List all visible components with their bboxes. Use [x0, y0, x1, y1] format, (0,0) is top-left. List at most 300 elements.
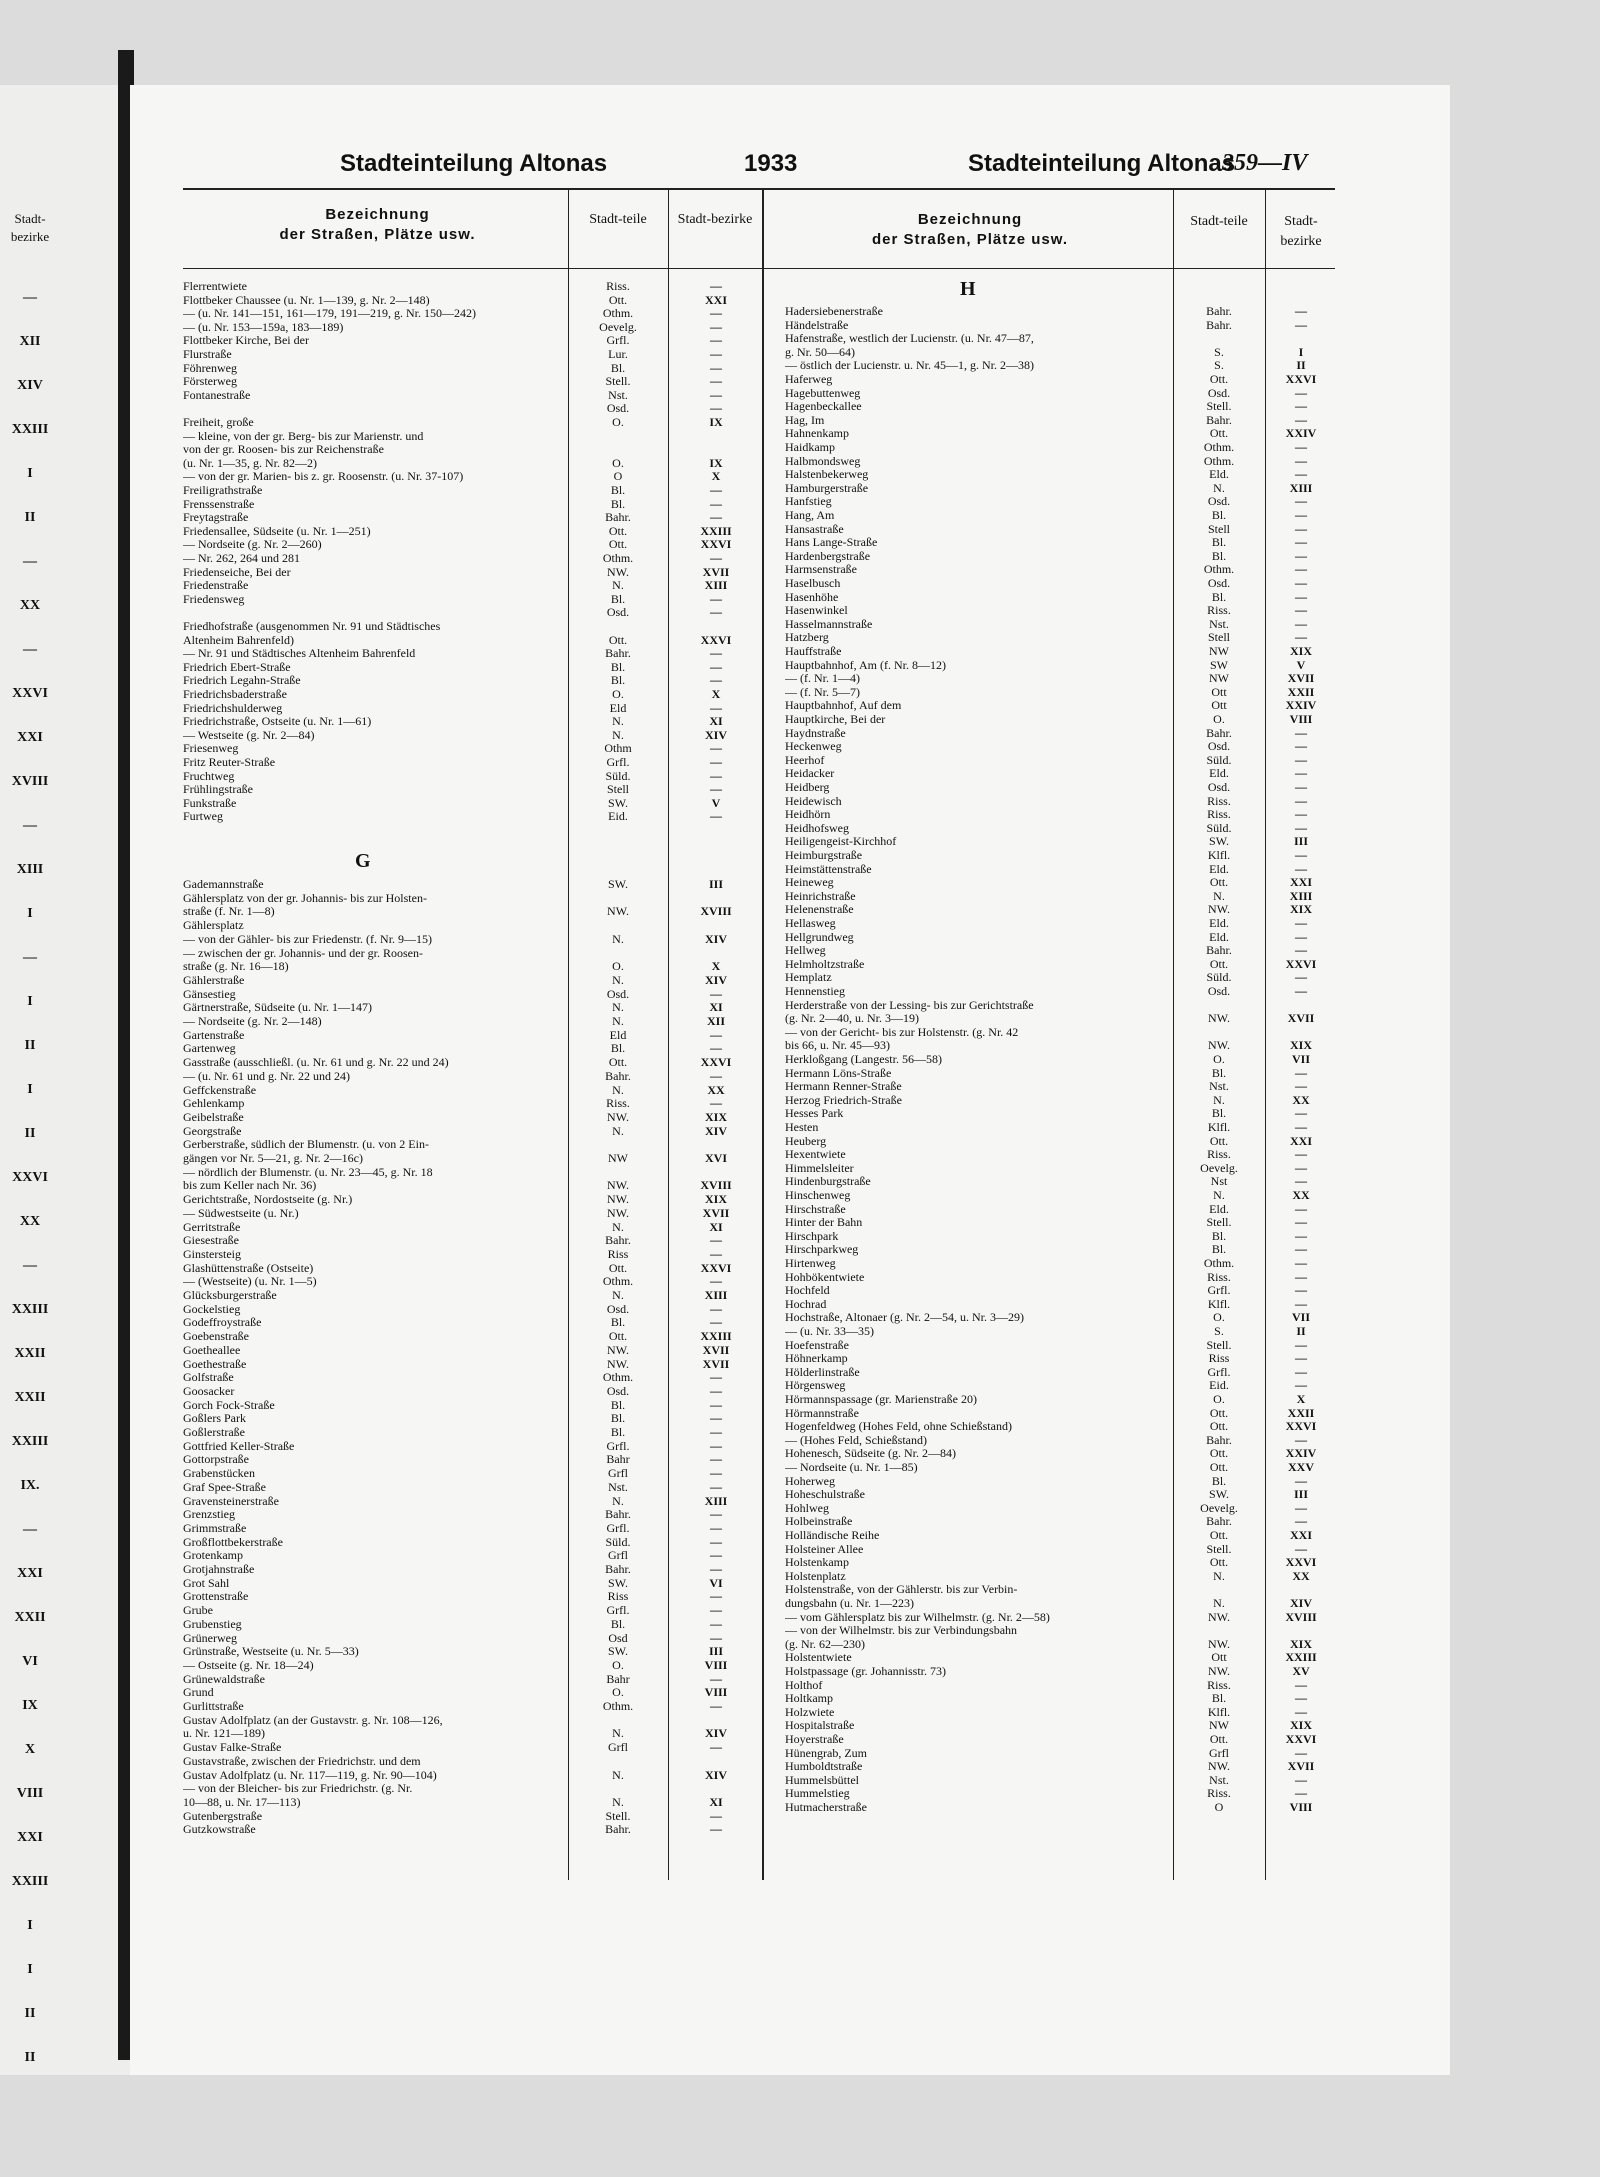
table-row — [183, 552, 763, 565]
table-row — [183, 1604, 763, 1617]
stadtbezirk: — — [710, 1520, 722, 1535]
stadtteil: Bl. — [610, 360, 626, 375]
street-name: Hermann Renner-Straße — [785, 1080, 902, 1094]
street-name: (g. Nr. 2—40, u. Nr. 3—19) — [785, 1012, 919, 1026]
street-name: Gasstraße (ausschließl. (u. Nr. 61 und g. Nr. 22 und 24) — [183, 1056, 449, 1070]
street-name: Holstenplatz — [785, 1569, 846, 1583]
stadtteil: NW. — [607, 904, 629, 919]
table-row — [183, 593, 763, 606]
street-name: Holstentwiete — [785, 1651, 852, 1665]
stadtteil: NW. — [607, 1192, 629, 1207]
stadtbezirk: — — [710, 1740, 722, 1755]
stadtbezirk: VIII — [704, 1685, 728, 1700]
stadtbezirk: — — [1295, 1079, 1307, 1094]
stadtbezirk: XVIII — [1285, 1609, 1317, 1624]
stadtteil: Grfl — [608, 1740, 628, 1755]
table-row — [183, 1070, 763, 1083]
street-name: Gerritstraße — [183, 1220, 241, 1234]
stadtteil: O — [613, 469, 623, 484]
stadtbezirk: — — [710, 510, 722, 525]
table-row — [785, 495, 1335, 508]
table-row — [183, 1412, 763, 1425]
table-row — [183, 947, 763, 960]
stadtteil: Nst. — [608, 387, 628, 402]
street-name: (u. Nr. 1—35, g. Nr. 82—2) — [183, 456, 317, 470]
stadtbezirk: X — [711, 687, 721, 701]
stadtbezirk: — — [710, 1479, 722, 1494]
street-name: Helenenstraße — [785, 903, 854, 917]
stadtbezirk: XIII — [704, 1288, 728, 1302]
street-name: Gehlenkamp — [183, 1097, 245, 1111]
street-name: Herderstraße von der Lessing- bis zur Gerichtstraße — [785, 998, 1034, 1012]
street-name: Hummelsbüttel — [785, 1773, 859, 1787]
stadtteil: Stell — [1207, 630, 1230, 645]
table-row — [785, 1243, 1335, 1256]
stadtbezirk: — — [1295, 521, 1307, 536]
table-row — [183, 1563, 763, 1576]
table-row — [785, 1651, 1335, 1664]
stadtteil: Bl. — [610, 591, 626, 606]
margin-bezirk: I — [27, 1918, 33, 1933]
stadtbezirk: XXIV — [1285, 426, 1317, 441]
table-row — [785, 427, 1335, 440]
stadtbezirk: — — [710, 1466, 722, 1481]
margin-bezirk: I — [27, 906, 33, 921]
street-name: Hellweg — [785, 944, 826, 958]
stadtbezirk: X — [1296, 1392, 1306, 1406]
stadtbezirk: III — [1293, 834, 1308, 849]
stadtbezirk: XIX — [1289, 1636, 1312, 1651]
stadtbezirk: — — [710, 741, 722, 756]
stadtteil: Bl. — [1211, 1691, 1227, 1706]
stadtbezirk: XI — [709, 1219, 723, 1234]
stadtbezirk: V — [1296, 657, 1306, 672]
stadtbezirk: — — [1295, 1256, 1307, 1270]
margin-bezirk: XXI — [17, 730, 43, 745]
table-row — [183, 1193, 763, 1206]
street-name: Giesestraße — [183, 1234, 239, 1248]
street-name: — Ostseite (g. Nr. 18—24) — [183, 1658, 314, 1672]
table-row — [785, 414, 1335, 427]
table-row — [785, 1488, 1335, 1501]
stadtteil: Eld. — [1209, 929, 1229, 944]
street-name: Hauptbahnhof, Auf dem — [785, 699, 902, 713]
table-row — [785, 1026, 1335, 1039]
street-name: — von der Wilhelmstr. bis zur Verbindungsbahn — [785, 1624, 1018, 1638]
table-row — [183, 362, 763, 375]
street-name: Hoheschulstraße — [785, 1488, 865, 1502]
stadtbezirk: — — [1295, 1160, 1307, 1175]
table-row — [785, 387, 1335, 400]
table-row — [785, 808, 1335, 821]
street-name: (g. Nr. 62—230) — [785, 1637, 865, 1651]
street-name: Hirtenweg — [785, 1257, 836, 1270]
table-row — [183, 1385, 763, 1398]
street-name: Heidberg — [785, 781, 830, 794]
stadtbezirk: — — [710, 1246, 722, 1261]
street-name: Großflottbekerstraße — [183, 1535, 283, 1549]
street-name: Grottenstraße — [183, 1590, 249, 1604]
stadtteil: Ott. — [608, 1260, 628, 1275]
table-row — [785, 795, 1335, 808]
stadtbezirk: — — [1295, 317, 1307, 332]
street-name: Hirschstraße — [785, 1202, 846, 1216]
stadtteil: O. — [612, 687, 624, 701]
table-row — [785, 767, 1335, 780]
margin-bezirk: XXIII — [11, 1434, 49, 1449]
stadtbezirk: XXVI — [700, 537, 732, 552]
street-name: Hasenhöhe — [785, 590, 839, 604]
table-row — [785, 822, 1335, 835]
street-name: Hamburgerstraße — [785, 481, 869, 495]
stadtbezirk: XIV — [704, 727, 727, 742]
street-name: — (u. Nr. 61 und g. Nr. 22 und 24) — [183, 1069, 350, 1083]
stadtteil: Riss — [607, 1246, 629, 1261]
table-row — [183, 457, 763, 470]
stadtbezirk: — — [1295, 793, 1307, 808]
street-name: — (Westseite) (u. Nr. 1—5) — [183, 1275, 317, 1289]
stadtteil: Stell. — [1206, 1541, 1232, 1556]
street-name: Gählersplatz von der gr. Johannis- bis zur Holsten- — [183, 891, 427, 905]
street-name: Gottorpstraße — [183, 1453, 249, 1467]
stadtteil: Bl. — [610, 1041, 626, 1056]
table-row — [183, 702, 763, 715]
stadtbezirk: — — [710, 401, 722, 416]
street-name: Försterweg — [183, 375, 237, 389]
stadtteil: Bl. — [1211, 1065, 1227, 1080]
stadtbezirk: — — [710, 1027, 722, 1042]
street-name: Hang, Am — [785, 509, 835, 522]
stadtteil: N. — [612, 1123, 624, 1138]
table-row — [183, 430, 763, 443]
stadtbezirk: XXII — [1287, 684, 1315, 699]
table-row — [785, 944, 1335, 957]
stadtbezirk: — — [1295, 916, 1307, 930]
table-row — [183, 661, 763, 674]
street-name: Gerichtstraße, Nordostseite (g. Nr.) — [183, 1193, 353, 1207]
street-name: Holstenstraße, von der Gählerstr. bis zur Verbin- — [785, 1583, 1018, 1597]
street-name: Hellgrundweg — [785, 930, 854, 944]
table-row — [785, 1189, 1335, 1202]
table-row — [785, 1148, 1335, 1161]
stadtbezirk: XIX — [1289, 644, 1312, 658]
street-name: Furtweg — [183, 810, 223, 824]
table-row — [183, 606, 763, 619]
street-name: — nördlich der Blumenstr. (u. Nr. 23—45, g. Nr. 18 — [183, 1165, 433, 1179]
left-column-rows-g — [183, 878, 763, 1868]
stadtteil: Othm. — [1203, 453, 1235, 468]
table-row — [785, 1787, 1335, 1800]
stadtteil: Bahr. — [605, 1233, 631, 1248]
table-row — [183, 1042, 763, 1055]
stadtteil: SW. — [608, 1575, 628, 1590]
stadtteil: O. — [1213, 712, 1225, 726]
table-row — [183, 1001, 763, 1014]
street-name: straße (f. Nr. 1—8) — [183, 905, 275, 919]
stadtbezirk: — — [1295, 1065, 1307, 1080]
stadtteil: Ott. — [1209, 1732, 1229, 1746]
street-name: Holstpassage (gr. Johannisstr. 73) — [785, 1665, 946, 1678]
table-row — [785, 1719, 1335, 1732]
street-name: — Nordseite (g. Nr. 2—260) — [183, 538, 322, 552]
street-name: Gutzkowstraße — [183, 1823, 256, 1837]
table-row — [785, 550, 1335, 563]
stadtbezirk: XIX — [1289, 1038, 1312, 1053]
stadtbezirk: — — [1295, 1364, 1307, 1379]
stadtteil: Ott. — [1209, 1528, 1229, 1542]
stadtbezirk: IX — [709, 455, 723, 470]
table-row — [785, 931, 1335, 944]
table-row — [785, 863, 1335, 876]
margin-bezirk: II — [24, 510, 36, 525]
table-row — [183, 1303, 763, 1316]
table-row — [785, 509, 1335, 522]
stadtteil: Eld. — [1209, 916, 1229, 930]
stadtbezirk: — — [710, 659, 722, 674]
table-row — [785, 1175, 1335, 1188]
stadtbezirk: — — [1295, 848, 1307, 862]
street-name: Gartenweg — [183, 1042, 236, 1056]
top-rule — [183, 188, 1335, 190]
table-row — [183, 715, 763, 728]
stadtbezirk: XXVI — [700, 632, 732, 647]
table-row — [785, 1624, 1335, 1637]
table-row — [785, 523, 1335, 536]
table-row — [785, 1556, 1335, 1569]
stadtteil: Riss — [1208, 1351, 1230, 1366]
stadtbezirk: — — [1295, 1201, 1307, 1216]
street-name: Hochstraße, Altonaer (g. Nr. 2—54, u. Nr. 3—29) — [785, 1311, 1024, 1325]
stadtteil: NW. — [1208, 1759, 1230, 1774]
street-name: — von der Gericht- bis zur Holstenstr. (g. Nr. 42 — [785, 1025, 1019, 1039]
table-row — [183, 1138, 763, 1151]
street-name: — von der gr. Marien- bis z. gr. Roosenstr. (u. Nr. 37-107) — [183, 470, 464, 484]
stadtteil: Bahr. — [1206, 725, 1232, 740]
street-name: Hohbökentwiete — [785, 1270, 865, 1284]
table-row — [183, 416, 763, 429]
margin-bezirk: I — [27, 1962, 33, 1977]
stadtteil: Bl. — [1211, 1106, 1227, 1121]
street-name: — (u. Nr. 153—159a, 183—189) — [183, 320, 344, 334]
stadtbezirk: XXVI — [1285, 372, 1317, 386]
table-row — [183, 810, 763, 823]
bezirke-heading-right: Stadt-bezirke — [1280, 214, 1322, 249]
street-name: Grabenstücken — [183, 1467, 255, 1481]
stadtteil: SW — [1210, 657, 1228, 672]
stadtteil: Bl. — [1211, 589, 1227, 604]
table-row — [183, 988, 763, 1001]
table-row — [785, 1611, 1335, 1624]
street-name: Gravensteinerstraße — [183, 1494, 279, 1508]
table-row — [183, 443, 763, 456]
stadtteil: Riss. — [606, 279, 630, 293]
street-name: Hoyerstraße — [785, 1733, 844, 1746]
stadtteil: Othm. — [602, 1699, 634, 1713]
street-name: Heidacker — [785, 767, 835, 781]
stadtteil: O. — [612, 415, 624, 429]
stadtteil: Bahr. — [605, 510, 631, 525]
street-name: bis 66, u. Nr. 45—93) — [785, 1039, 890, 1053]
street-name: — von der Bleicher- bis zur Friedrichstr. (g. Nr. — [183, 1782, 413, 1796]
stadtteil: Ott. — [1209, 1133, 1229, 1148]
stadtbezirk: XXIV — [1285, 698, 1317, 713]
street-name: — Nr. 262, 264 und 281 — [183, 552, 300, 565]
street-name: Grimmstraße — [183, 1521, 247, 1535]
stadtteil: NW. — [607, 1342, 629, 1357]
street-name: Hatzberg — [785, 631, 829, 645]
street-name: Hahnenkamp — [785, 427, 849, 441]
street-name: Goßlers Park — [183, 1412, 246, 1426]
table-row — [183, 1700, 763, 1713]
stadtteil: Ott. — [608, 1329, 628, 1344]
table-row — [785, 1094, 1335, 1107]
stadtbezirk: — — [1295, 467, 1307, 482]
table-row — [785, 985, 1335, 998]
stadtteil: Ott. — [608, 1055, 628, 1070]
stadtteil: NW. — [1208, 1011, 1230, 1026]
stadtteil: Ott. — [1209, 875, 1229, 890]
margin-bezirk: II — [24, 2006, 36, 2021]
stadtbezirk: — — [1295, 412, 1307, 427]
stadtbezirk: — — [710, 1548, 722, 1563]
stadtbezirk: — — [1295, 929, 1307, 944]
street-name: Grünstraße, Westseite (u. Nr. 5—33) — [183, 1645, 359, 1659]
street-name: Geibelstraße — [183, 1110, 244, 1124]
stadtteil: Bl. — [610, 1425, 626, 1439]
stadtbezirk: — — [1295, 1269, 1307, 1284]
head-rule — [183, 268, 1335, 269]
street-name: bis zum Keller nach Nr. 36) — [183, 1179, 317, 1193]
street-name: Heimburgstraße — [785, 849, 863, 862]
street-name: Hutmacherstraße — [785, 1801, 867, 1814]
stadtbezirk: — — [710, 1425, 722, 1439]
street-name: Friedhofstraße (ausgenommen Nr. 91 und Städtisches — [183, 620, 441, 633]
stadtteil: Stell. — [1206, 399, 1232, 414]
stadtbezirk: — — [710, 1096, 722, 1111]
street-name: — (u. Nr. 141—151, 161—179, 191—219, g. Nr. 150—242) — [183, 307, 476, 321]
stadtbezirk: — — [710, 1411, 722, 1426]
stadtbezirk: VI — [709, 1575, 723, 1590]
table-row — [183, 525, 763, 538]
stadtbezirk: — — [710, 1822, 722, 1837]
stadtteil: Ott. — [1209, 1555, 1229, 1570]
section-letter-g: G — [355, 850, 371, 872]
stadtbezirk: XX — [1292, 1092, 1310, 1107]
margin-bezirk: — — [23, 950, 37, 965]
table-row — [183, 1618, 763, 1631]
stadtteil: N. — [1213, 1596, 1225, 1610]
street-name: Hohenesch, Südseite (g. Nr. 2—84) — [785, 1447, 956, 1461]
table-row — [785, 659, 1335, 672]
table-row — [183, 1166, 763, 1179]
stadtbezirk: — — [710, 1603, 722, 1618]
stadtbezirk: — — [1295, 725, 1307, 740]
street-name: Altenheim Bahrenfeld) — [183, 633, 294, 647]
margin-bezirk: — — [23, 1522, 37, 1537]
table-row — [785, 1162, 1335, 1175]
stadtbezirk: — — [1295, 1120, 1307, 1134]
stadtteil: Süld. — [1206, 970, 1232, 985]
stadtbezirk: — — [1295, 739, 1307, 754]
stadtbezirk: XIX — [1289, 1718, 1312, 1733]
street-name: Heineweg — [785, 876, 834, 890]
street-name: Hogenfeldweg (Hohes Feld, ohne Schießstand) — [785, 1420, 1012, 1434]
stadtteil: Stell — [1207, 521, 1230, 536]
street-name: Glücksburgerstraße — [183, 1289, 277, 1302]
stadtbezirk: — — [1295, 861, 1307, 876]
table-row — [183, 783, 763, 796]
stadtbezirk: — — [710, 333, 722, 348]
stadtteil: Othm. — [602, 1274, 634, 1289]
table-row — [183, 1207, 763, 1220]
left-column-rows-f — [183, 280, 763, 840]
margin-bezirk: XIII — [16, 862, 44, 877]
margin-bezirk: XII — [19, 334, 41, 349]
margin-bezirk: X — [24, 1742, 36, 1757]
margin-bezirk: XXIII — [11, 1302, 49, 1317]
stadtteil: Bl. — [610, 659, 626, 674]
stadtteil: Grfl. — [606, 1603, 630, 1618]
stadtteil: Nst. — [608, 1479, 628, 1494]
street-name: Flottbeker Chaussee (u. Nr. 1—139, g. Nr. 2—148) — [183, 293, 430, 307]
table-row — [183, 566, 763, 579]
street-name: Goßlerstraße — [183, 1426, 245, 1439]
stadtteil: Ott. — [1209, 1405, 1229, 1420]
stadtbezirk: — — [710, 360, 722, 375]
street-name: Gockelstieg — [183, 1302, 241, 1316]
stadtteil: Bahr. — [605, 1507, 631, 1522]
table-row — [785, 319, 1335, 332]
street-name: Händelstraße — [785, 318, 849, 332]
table-row — [183, 1371, 763, 1384]
table-row — [785, 835, 1335, 848]
stadtbezirk: XI — [709, 1794, 723, 1809]
stadtteil: Osd. — [1207, 780, 1231, 794]
table-row — [183, 1056, 763, 1069]
margin-bezirk: VI — [22, 1654, 38, 1669]
stadtteil: NW. — [607, 1356, 629, 1371]
street-name: Hünengrab, Zum — [785, 1746, 867, 1760]
stadtteil: SW. — [608, 795, 628, 810]
table-row — [183, 1796, 763, 1809]
table-row — [785, 1257, 1335, 1270]
stadtbezirk: — — [1295, 1772, 1307, 1787]
stadtteil: Süld. — [1206, 752, 1232, 767]
table-row — [785, 1543, 1335, 1556]
stadtteil: Bl. — [1211, 535, 1227, 550]
stadtbezirk: — — [1295, 385, 1307, 400]
table-row — [785, 1135, 1335, 1148]
stadtbezirk: IX — [709, 415, 723, 429]
table-row — [785, 1583, 1335, 1596]
table-row — [183, 1714, 763, 1727]
street-name: Grund — [183, 1686, 214, 1700]
table-row — [785, 1679, 1335, 1692]
street-name: Hauffstraße — [785, 645, 842, 658]
street-name: Harmsenstraße — [785, 563, 857, 577]
stadtteil: Othm — [604, 741, 632, 756]
table-row — [183, 538, 763, 551]
street-name: Frenssenstraße — [183, 497, 255, 511]
stadtbezirk: — — [710, 605, 722, 620]
table-row — [183, 1344, 763, 1357]
stadtbezirk: II — [1296, 358, 1306, 373]
stadtbezirk: XVII — [1287, 671, 1315, 686]
stadtteil: NW. — [607, 1109, 629, 1124]
stadtbezirk: XXI — [1289, 1133, 1312, 1148]
stadtteil: Ott. — [608, 632, 628, 647]
stadtteil: N. — [612, 1767, 624, 1782]
